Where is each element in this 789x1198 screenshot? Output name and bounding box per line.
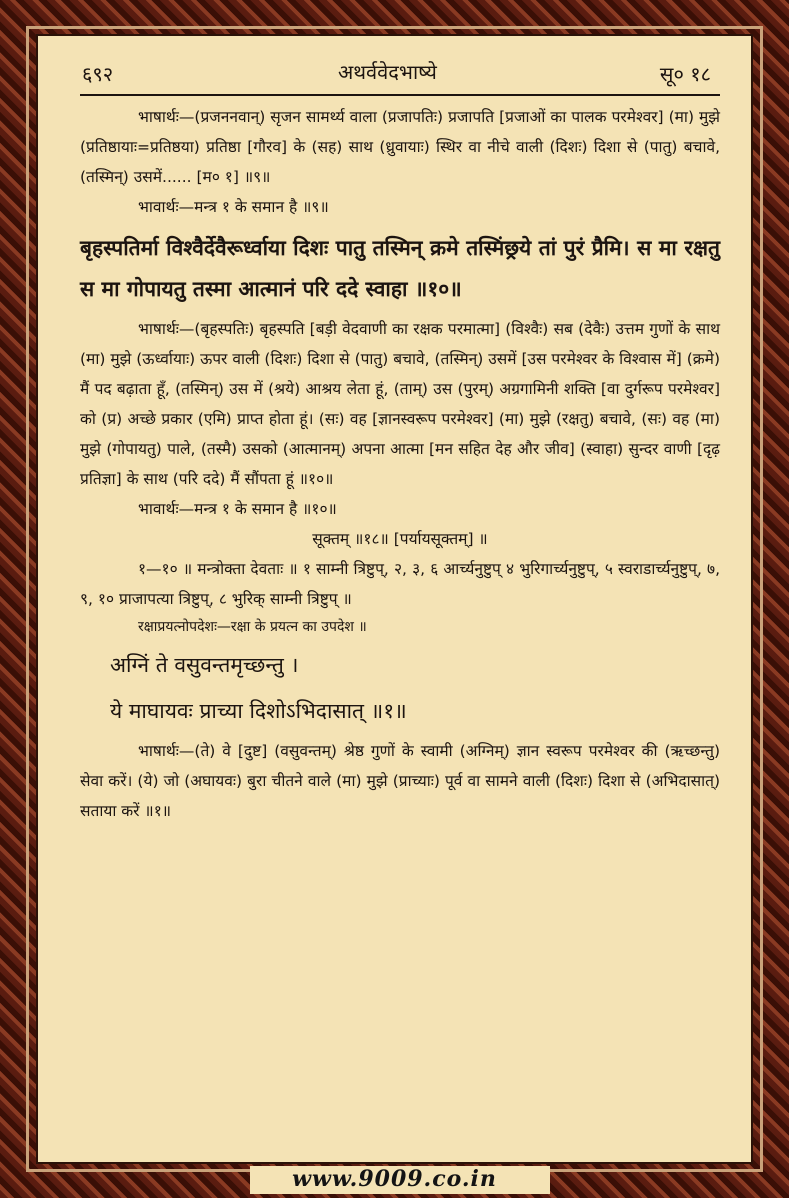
- bhasharth-10: भाषार्थः—(बृहस्पतिः) बृहस्पति [बड़ी वेदवाणी का रक्षक परमात्मा] (विश्वैः) सब (देवैः) उत्तम गुणों के साथ (मा) मुझे (ऊर्ध्वायाः) ऊपर वाली (दिशः) दिशा से (पातु) बचावे, (तस्मिन्) उसमें [उस परमेश्वर के विश्वास में] (क्रमे) मैं पद बढ़ाता हूँ, (तस्मिन्) उस में (श्रये) आश्रय लेता हूं, (ताम्) उस (पुरम्) अग्रगामिनी शक्ति [वा दुर्गरूप परमेश्वर] को (प्र) अच्छे प्रकार (एमि) प्राप्त होता हूं। (सः) वह [ज्ञानस्वरूप परमेश्वर] (मा) मुझे (रक्षतु) बचावे, (सः) वह (मा) मुझे (गोपायतु) पाले, (तस्मै) उसको (आत्मानम्) अपना आत्मा [मन सहित देह और जीव] (स्वाहा) सुन्दर वाणी [दृढ़ प्रतिज्ञा] के साथ (परि ददे) मैं सौंपता हूं ॥१०॥: [80, 320, 720, 488]
- upadesh-topic: रक्षाप्रयत्नोपदेशः—रक्षा के प्रयत्न का उपदेश ॥: [138, 619, 367, 635]
- page-content: [80, 102, 720, 826]
- sukta-heading: सूक्तम् ॥१८॥ [पर्यायसूक्तम्] ॥: [312, 530, 488, 548]
- header-divider: [80, 94, 720, 96]
- section-label: सू० १८: [659, 62, 711, 86]
- book-title: अथर्ववेदभाष्ये: [338, 60, 437, 84]
- mantra-10: बृहस्पतिर्मा विश्वैर्देवैरूर्ध्वाया दिशः पातु तस्मिन् क्रमे तस्मिंछ्रये तां पुरं प्रैमि। स मा रक्षतु स मा गोपायतु तस्मा आत्मानं परि ददे स्वाहा ॥१०॥: [80, 236, 720, 301]
- mantra-1-line-2: ये माघायवः प्राच्या दिशोऽभिदासात् ॥१॥: [110, 699, 407, 723]
- bhavarth-10: भावार्थः—मन्त्र १ के समान है ॥१०॥: [138, 500, 337, 518]
- devata-chhanda: १—१० ॥ मन्त्रोक्ता देवताः ॥ १ साम्नी त्रिष्टुप्, २, ३, ६ आर्च्यनुष्टुप् ४ भुरिगार्च्यनुष्टुप्, ५ स्वराडार्च्यनुष्टुप्, ७, ९, १० प्राजापत्या त्रिष्टुप्, ८ भुरिक् साम्नी त्रिष्टुप् ॥: [80, 560, 720, 608]
- bhasharth-1: भाषार्थः—(ते) वे [दुष्ट] (वसुवन्तम्) श्रेष्ठ गुणों के स्वामी (अग्निम्) ज्ञान स्वरूप परमेश्वर की (ऋच्छन्तु) सेवा करें। (ये) जो (अघायवः) बुरा चीतने वाले (मा) मुझे (प्राच्याः) पूर्व वा सामने वाली (दिशः) दिशा से (अभिदासात्) सताया करें ॥१॥: [80, 742, 720, 820]
- bhasharth-9: भाषार्थः—(प्रजननवान्) सृजन सामर्थ्य वाला (प्रजापतिः) प्रजापति [प्रजाओं का पालक परमेश्वर] (मा) मुझे (प्रतिष्ठायाः=प्रतिष्ठया) प्रतिष्ठा [गौरव] के (सह) साथ (ध्रुवायाः) स्थिर वा नीचे वाली (दिशः) दिशा से (पातु) बचावे, (तस्मिन्) उसमें...... [म० १] ॥९॥: [80, 108, 720, 186]
- mantra-1-line-1: अग्निं ते वसुवन्तमृच्छन्तु ।: [110, 653, 299, 677]
- website-footer: www.9009.co.in: [292, 1166, 497, 1192]
- bhavarth-9: भावार्थः—मन्त्र १ के समान है ॥९॥: [138, 198, 329, 216]
- page-number: ६९२: [82, 62, 114, 86]
- book-page: [36, 34, 753, 1164]
- page-header: [38, 36, 755, 92]
